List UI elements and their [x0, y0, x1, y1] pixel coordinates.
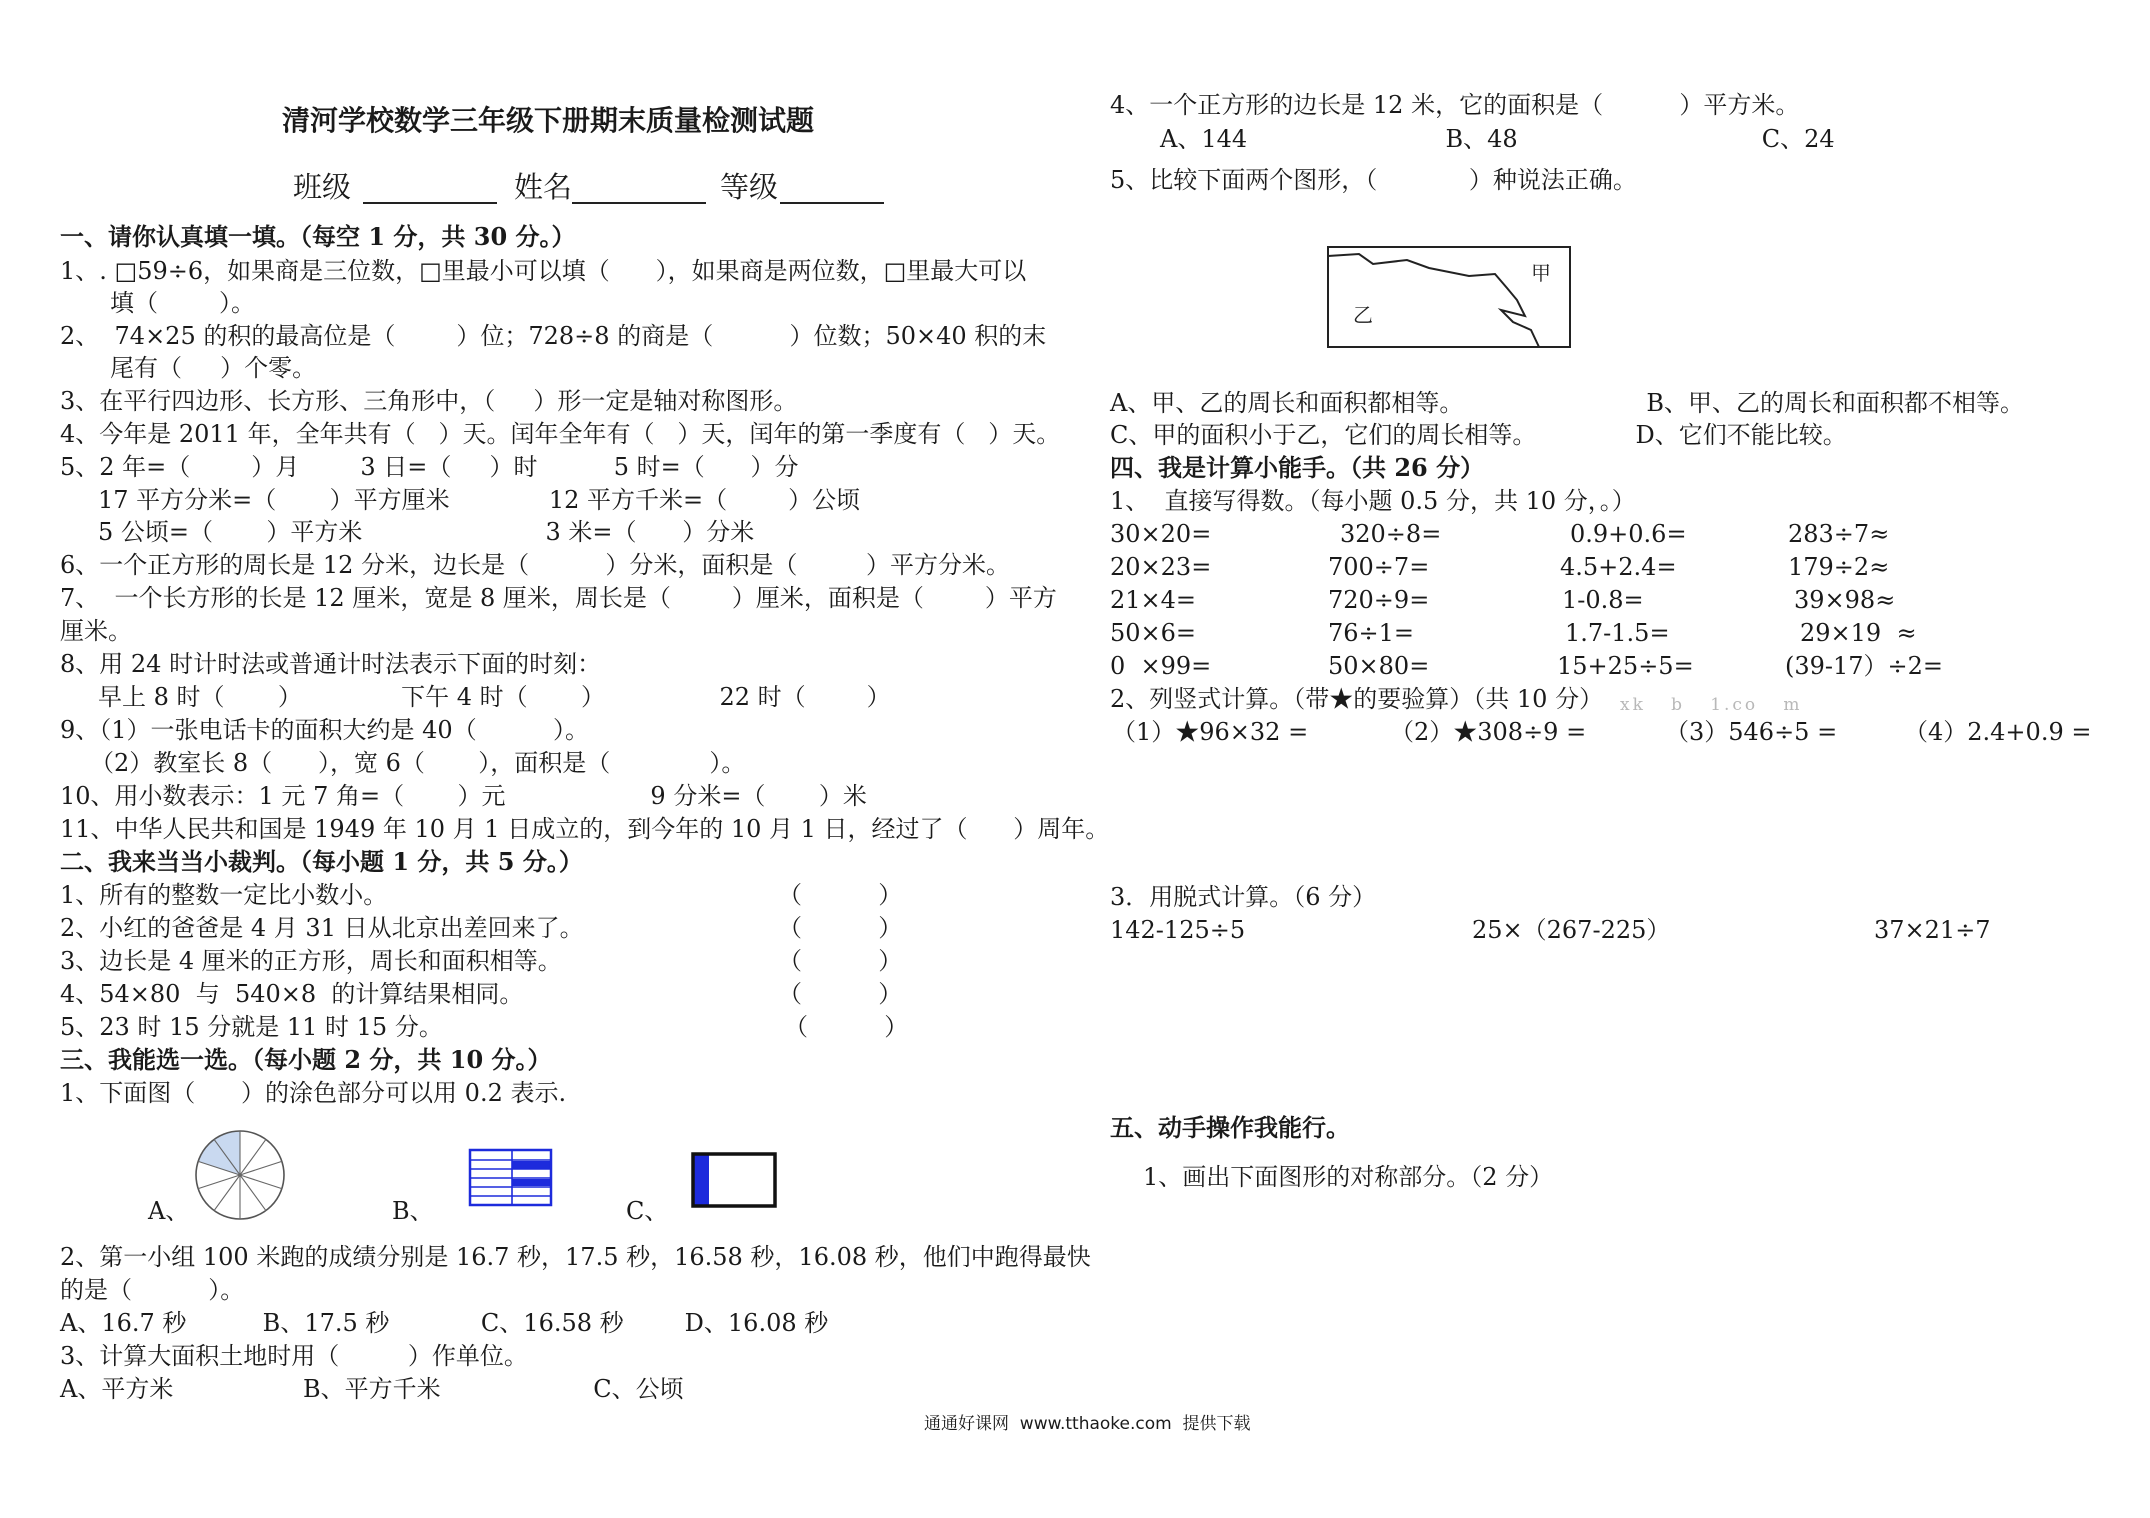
grid-shaded-1 — [512, 1161, 551, 1169]
choice-1: 1、下面图（ ）的涂色部分可以用 0.2 表示. — [60, 1079, 567, 1107]
calc-r2-c3: 4.5+2.4= — [1560, 553, 1677, 581]
rect-shaded-strip — [693, 1154, 709, 1206]
section-4-title: 四、我是计算小能手。（共 26 分） — [1110, 453, 1485, 482]
question-10: 10、用小数表示：1 元 7 角=（ ）元 9 分米=（ ）米 — [60, 782, 867, 810]
figure-jia-yi — [1325, 244, 1573, 350]
figure-b-grid — [468, 1148, 554, 1208]
dividing-line — [1328, 254, 1539, 347]
choice-5-options-ab: A、甲、乙的周长和面积都相等。 B、甲、乙的周长和面积都不相等。 — [1110, 389, 2025, 417]
grade-label: 等级 — [720, 170, 779, 204]
calc-r4-c3: 1.7-1.5= — [1565, 619, 1670, 647]
vertical-calc-1: （1）★96×32 = — [1112, 718, 1309, 746]
label-jia: 甲 — [1531, 261, 1551, 285]
choice-1-option-a[interactable]: A、 — [148, 1197, 190, 1225]
question-5-line-2: 17 平方分米=（ ）平方厘米 12 平方千米=（ ）公顷 — [98, 486, 861, 514]
section-5-title: 五、动手操作我能行。 — [1110, 1113, 1350, 1142]
watermark-text: xk b 1.co m — [1620, 695, 1803, 715]
judge-item-3: 3、边长是 4 厘米的正方形，周长和面积相等。 — [60, 947, 562, 975]
question-9-line-1: 9、（1）一张电话卡的面积大约是 40（ ）。 — [60, 716, 589, 744]
section-1-title: 一、请你认真填一填。（每空 1 分，共 30 分。） — [60, 222, 576, 251]
calc-r3-c4: 39×98≈ — [1794, 586, 1896, 614]
question-5-line-3: 5 公顷=（ ）平方米 3 米=（ ）分米 — [98, 518, 755, 546]
section-3-title: 三、我能选一选。（每小题 2 分，共 10 分。） — [60, 1045, 552, 1074]
section-4-q3: 3．用脱式计算。（6 分） — [1110, 883, 1377, 911]
stepwise-calc-1: 142-125÷5 — [1110, 916, 1246, 944]
question-2-line-1: 2、 74×25 的积的最高位是（ ）位；728÷8 的商是（ ）位数；50×40 积的末 — [60, 322, 1047, 350]
calc-r1-c1: 30×20= — [1110, 520, 1212, 548]
judge-item-1: 1、所有的整数一定比小数小。 — [60, 881, 388, 909]
choice-5: 5、比较下面两个图形，（ ）种说法正确。 — [1110, 166, 1637, 194]
choice-4: 4、一个正方形的边长是 12 米，它的面积是（ ）平方米。 — [1110, 91, 1800, 119]
choice-2-line-1: 2、第一小组 100 米跑的成绩分别是 16.7 秒，17.5 秒，16.58 秒，16.08 秒，他们中跑得最快 — [60, 1243, 1091, 1271]
calc-r5-c1: 0 ×99= — [1110, 652, 1212, 680]
class-label: 班级 — [293, 170, 352, 204]
section-2-title: 二、我来当当小裁判。（每小题 1 分，共 5 分。） — [60, 847, 583, 876]
judge-answer-3[interactable]: （ ） — [778, 947, 903, 975]
stepwise-calc-2: 25×（267-225） — [1472, 916, 1671, 944]
question-8-times: 早上 8 时（ ） 下午 4 时（ ） 22 时（ ） — [98, 683, 891, 711]
choice-1-option-b[interactable]: B、 — [392, 1197, 434, 1225]
label-yi: 乙 — [1353, 303, 1373, 327]
choice-2-options: A、16.7 秒 B、17.5 秒 C、16.58 秒 D、16.08 秒 — [60, 1309, 829, 1337]
calc-r2-c1: 20×23= — [1110, 553, 1212, 581]
calc-r3-c3: 1-0.8= — [1562, 586, 1644, 614]
question-9-line-2: （2）教室长 8（ ），宽 6（ ），面积是（ ）。 — [90, 749, 746, 777]
section-4-q2: 2、列竖式计算。（带★的要验算）（共 10 分） — [1110, 685, 1604, 713]
question-2-line-2: 尾有（ ）个零。 — [110, 354, 317, 382]
vertical-calc-2: （2）★308÷9 = — [1390, 718, 1587, 746]
calc-r3-c1: 21×4= — [1110, 586, 1197, 614]
question-8: 8、用 24 时计时法或普通计时法表示下面的时刻： — [60, 650, 602, 678]
question-7-line-1: 7、 一个长方形的长是 12 厘米，宽是 8 厘米，周长是（ ）厘米，面积是（ ）平方 — [60, 584, 1057, 612]
choice-2-line-2: 的是（ ）。 — [60, 1276, 245, 1304]
vertical-calc-4: （4）2.4+0.9 = — [1904, 718, 2092, 746]
calc-r2-c2: 700÷7= — [1328, 553, 1430, 581]
figure-a-circle — [193, 1128, 287, 1222]
name-label: 姓名 — [514, 170, 573, 204]
name-field[interactable] — [572, 202, 706, 204]
calc-r1-c4: 283÷7≈ — [1788, 520, 1890, 548]
section-5-q1: 1、画出下面图形的对称部分。（2 分） — [1143, 1163, 1554, 1191]
calc-r5-c4: (39-17）÷2= — [1785, 652, 1944, 680]
judge-answer-4[interactable]: （ ） — [778, 980, 903, 1008]
choice-3: 3、计算大面积土地时用（ ）作单位。 — [60, 1342, 528, 1370]
judge-answer-1[interactable]: （ ） — [778, 881, 903, 909]
question-4: 4、今年是 2011 年，全年共有（ ）天。闰年全年有（ ）天，闰年的第一季度有（ ）天。 — [60, 420, 1061, 448]
calc-r4-c4: 29×19 ≈ — [1800, 619, 1917, 647]
grade-field[interactable] — [780, 202, 884, 204]
page-title: 清河学校数学三年级下册期末质量检测试题 — [282, 104, 815, 137]
calc-r3-c2: 720÷9= — [1328, 586, 1430, 614]
calc-r5-c3: 15+25÷5= — [1557, 652, 1694, 680]
calc-r1-c3: 0.9+0.6= — [1570, 520, 1687, 548]
section-4-q1: 1、 直接写得数。（每小题 0.5 分，共 10 分，。） — [1110, 487, 1636, 515]
question-6: 6、一个正方形的周长是 12 分米，边长是（ ）分米，面积是（ ）平方分米。 — [60, 551, 1011, 579]
judge-item-5: 5、23 时 15 分就是 11 时 15 分。 — [60, 1013, 443, 1041]
stepwise-calc-3: 37×21÷7 — [1874, 916, 1991, 944]
judge-answer-5[interactable]: （ ） — [784, 1013, 909, 1041]
choice-4-options: A、144 B、48 C、24 — [1160, 125, 1835, 153]
calc-r4-c2: 76÷1= — [1328, 619, 1415, 647]
question-5-line-1: 5、2 年=（ ）月 3 日=（ ）时 5 时=（ ）分 — [60, 453, 799, 481]
calc-r5-c2: 50×80= — [1328, 652, 1430, 680]
choice-3-options: A、平方米 B、平方千米 C、公顷 — [60, 1375, 684, 1403]
class-field[interactable] — [363, 202, 497, 204]
judge-item-2: 2、小红的爸爸是 4 月 31 日从北京出差回来了。 — [60, 914, 584, 942]
question-3: 3、在平行四边形、长方形、三角形中，（ ）形一定是轴对称图形。 — [60, 387, 798, 415]
question-1-line-1: 1、. □59÷6，如果商是三位数，□里最小可以填（ ），如果商是两位数，□里最大可以 — [60, 257, 1027, 285]
calc-r1-c2: 320÷8= — [1340, 520, 1442, 548]
calc-r2-c4: 179÷2≈ — [1788, 553, 1890, 581]
question-7-line-2: 厘米。 — [60, 617, 132, 645]
choice-5-options-cd: C、甲的面积小于乙，它们的周长相等。 D、它们不能比较。 — [1110, 421, 1847, 449]
vertical-calc-3: （3）546÷5 = — [1665, 718, 1838, 746]
footer-source: 通通好课网 www.tthaoke.com 提供下载 — [924, 1414, 1251, 1434]
judge-item-4: 4、54×80 与 540×8 的计算结果相同。 — [60, 980, 524, 1008]
question-11: 11、中华人民共和国是 1949 年 10 月 1 日成立的，到今年的 10 月 1 日，经过了（ ）周年。 — [60, 815, 1110, 843]
choice-1-option-c[interactable]: C、 — [626, 1197, 669, 1225]
question-1-line-2: 填（ ）。 — [110, 289, 256, 317]
figure-c-rect — [690, 1151, 778, 1209]
judge-answer-2[interactable]: （ ） — [778, 914, 903, 942]
calc-r4-c1: 50×6= — [1110, 619, 1197, 647]
grid-shaded-2 — [512, 1179, 551, 1186]
